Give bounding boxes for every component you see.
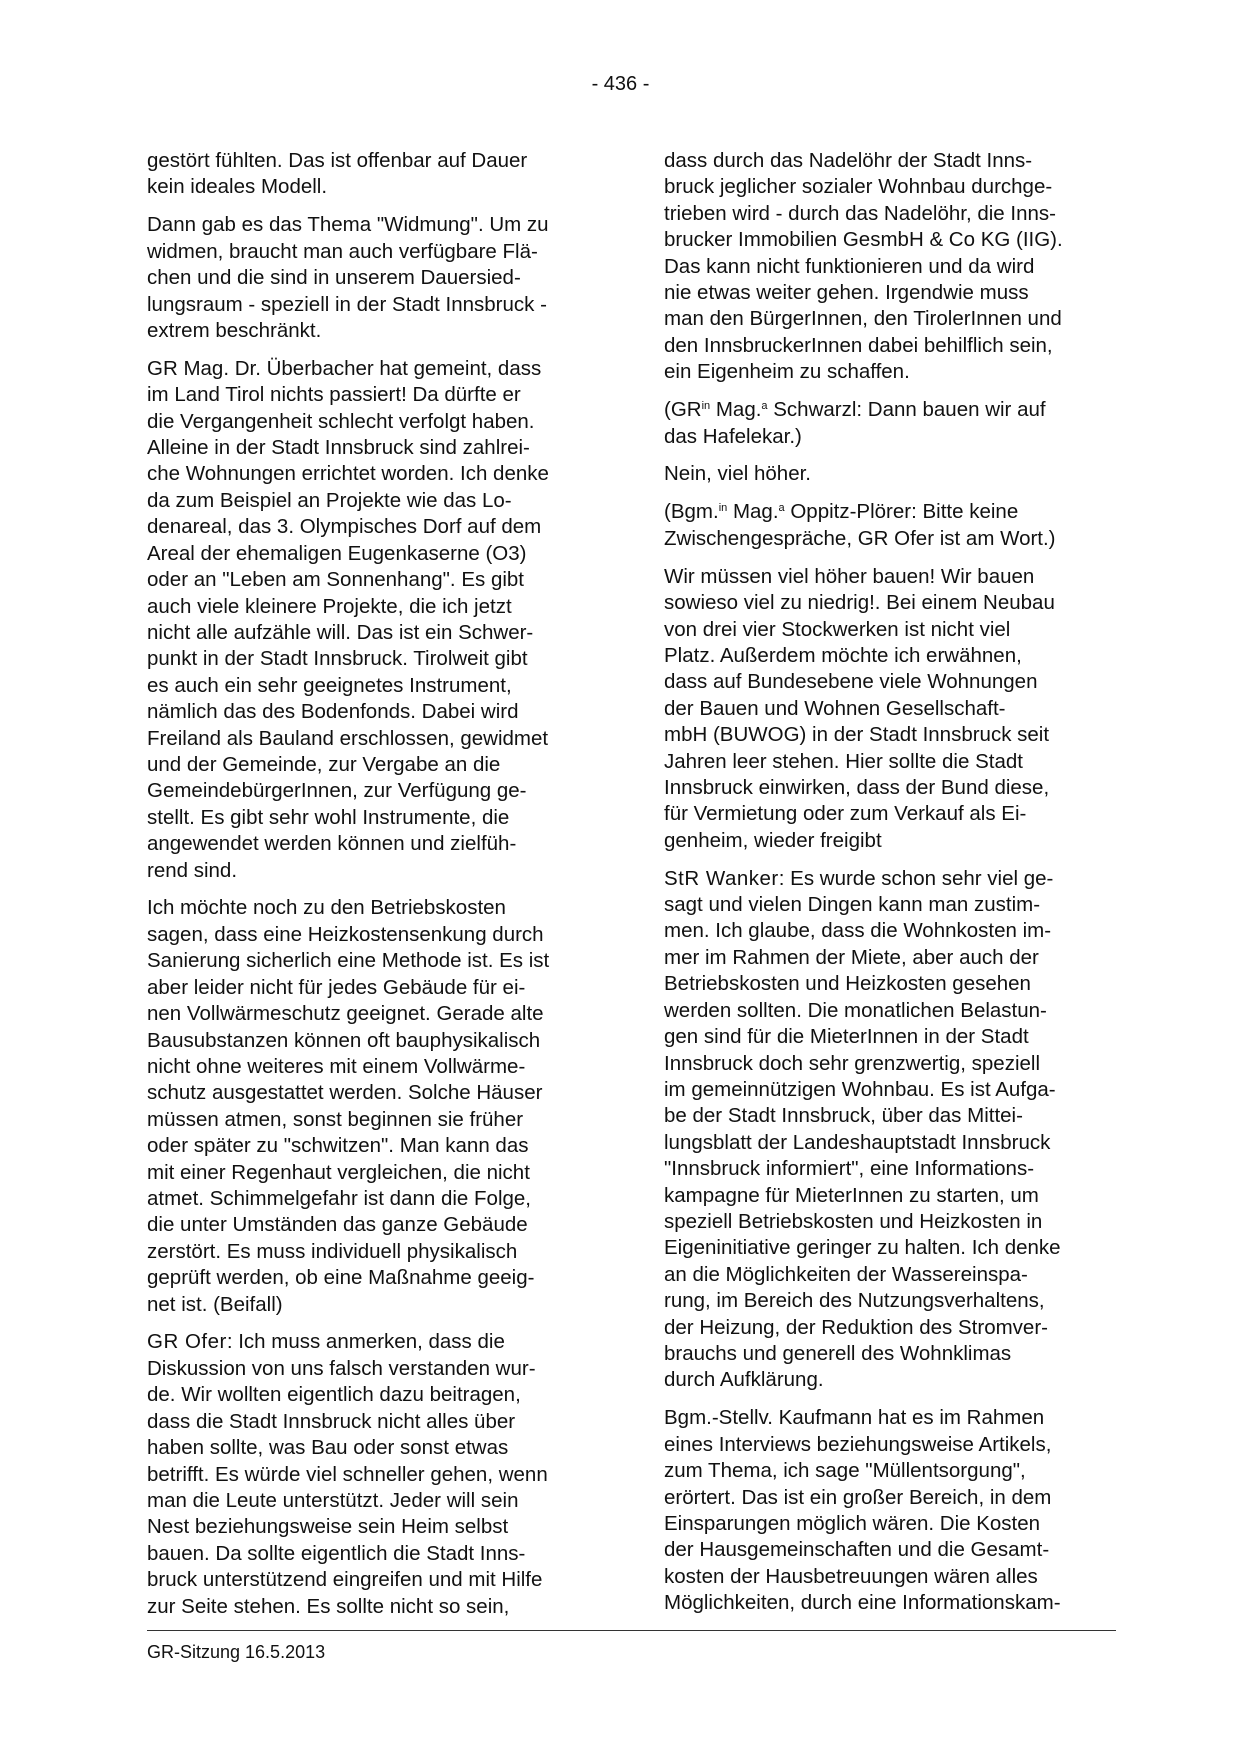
text-line: genheim, wieder freigibt: [664, 828, 882, 852]
superscript: in: [718, 502, 728, 515]
text-line: Innsbruck doch sehr grenzwertig, speziell: [664, 1051, 1041, 1075]
text-line: Innsbruck einwirken, dass der Bund diese,: [664, 775, 1050, 799]
text-line: betrifft. Es würde viel schneller gehen, wenn: [147, 1462, 548, 1486]
footer-session-date: GR-Sitzung 16.5.2013: [147, 1642, 326, 1662]
text-line: GemeindebürgerInnen, zur Verfügung ge-: [147, 779, 527, 803]
text-line: Ich möchte noch zu den Betriebskosten: [147, 896, 506, 920]
superscript: in: [701, 400, 711, 413]
text-line: ein Eigenheim zu schaffen.: [664, 360, 910, 384]
text-line: net ist. (Beifall): [147, 1292, 283, 1316]
paragraph: [664, 461, 1116, 487]
text-line: brauchs und generell des Wohnklimas: [664, 1341, 1012, 1365]
text-line: Bausubstanzen können oft bauphysikalisch: [147, 1028, 541, 1052]
text-line: müssen atmen, sonst beginnen sie früher: [147, 1107, 524, 1131]
paragraph: [664, 564, 1116, 854]
text-line: an die Möglichkeiten der Wassereinspa-: [664, 1262, 1028, 1286]
text-line: mbH (BUWOG) in der Stadt Innsbruck seit: [664, 723, 1050, 747]
interjection-text: Oppitz-Plörer: Bitte keine: [784, 500, 1019, 524]
speaker-name: StR Wanker: [664, 866, 779, 890]
text-line: Eigeninitiative geringer zu halten. Ich denke: [664, 1236, 1061, 1260]
text-line: nicht ohne weiteres mit einem Vollwärme-: [147, 1054, 526, 1078]
text-line: da zum Beispiel an Projekte wie das Lo-: [147, 488, 512, 512]
paragraph: [147, 148, 593, 201]
text-line: zerstört. Es muss individuell physikalisch: [147, 1239, 518, 1263]
text-line: zum Thema, ich sage "Müllentsorgung",: [664, 1459, 1026, 1483]
text-line: angewendet werden können und zielfüh-: [147, 832, 517, 856]
text-line: nicht alle aufzähle will. Das ist ein Schwer-: [147, 620, 534, 644]
text-line: von drei vier Stockwerken ist nicht viel: [664, 617, 1011, 641]
text-line: oder später zu "schwitzen". Man kann das: [147, 1134, 529, 1158]
text-line: Nest beziehungsweise sein Heim selbst: [147, 1515, 509, 1539]
text-line: Alleine in der Stadt Innsbruck sind zahlrei-: [147, 436, 530, 460]
text-line: gen sind für die MieterInnen in der Stadt: [664, 1025, 1029, 1049]
text-line: be der Stadt Innsbruck, über das Mittei-: [664, 1104, 1023, 1128]
interjection-text: (Bgm.: [664, 500, 719, 524]
text-line: Nein, viel höher.: [664, 462, 812, 486]
text-line: bruck unterstützend eingreifen und mit Hilfe: [147, 1568, 543, 1592]
paragraph: [664, 148, 1116, 386]
text-line: dass durch das Nadelöhr der Stadt Inns-: [664, 149, 1033, 172]
text-line: haben sollte, was Bau oder sonst etwas: [147, 1436, 509, 1460]
interjection-text: Schwarzl: Dann bauen wir auf: [767, 398, 1046, 422]
text-line: Sanierung sicherlich eine Methode ist. Es ist: [147, 949, 550, 973]
text-line: Bgm.-Stellv. Kaufmann hat es im Rahmen: [664, 1406, 1045, 1430]
text-line: die Vergangenheit schlecht verfolgt haben.: [147, 409, 535, 433]
text-line: man den BürgerInnen, den TirolerInnen und: [664, 307, 1062, 331]
text-line: die unter Umständen das ganze Gebäude: [147, 1213, 528, 1237]
paragraph: [147, 212, 593, 344]
text-line: erörtert. Das ist ein großer Bereich, in dem: [664, 1485, 1052, 1509]
text-line: oder an "Leben am Sonnenhang". Es gibt: [147, 568, 524, 592]
text-line: dass die Stadt Innsbruck nicht alles über: [147, 1409, 516, 1433]
footer-divider: [147, 1630, 1116, 1631]
text-line: "Innsbruck informiert", eine Informations-: [664, 1157, 1035, 1181]
text-line: im Land Tirol nichts passiert! Da dürfte er: [147, 383, 521, 407]
text-line: und der Gemeinde, zur Vergabe an die: [147, 752, 501, 776]
text-line: bauen. Da sollte eigentlich die Stadt Inns-: [147, 1541, 526, 1565]
text-line: gestört fühlten. Das ist offenbar auf Dauer: [147, 149, 528, 172]
interjection: [664, 499, 1116, 552]
text-line: durch Aufklärung.: [664, 1368, 824, 1392]
interjection-text: (GR: [664, 398, 702, 422]
text-line: sagen, dass eine Heizkostensenkung durch: [147, 922, 544, 946]
text-line: es auch ein sehr geeignetes Instrument,: [147, 673, 512, 697]
text-line: sowieso viel zu niedrig!. Bei einem Neubau: [664, 591, 1055, 615]
text-line: das Hafelekar.): [664, 424, 802, 448]
text-line: mit einer Regenhaut vergleichen, die nicht: [147, 1160, 530, 1184]
left-column: [147, 148, 593, 1631]
text-line: geprüft werden, ob eine Maßnahme geeig-: [147, 1266, 535, 1290]
text-line: Diskussion von uns falsch verstanden wur-: [147, 1356, 536, 1380]
text-line: nen Vollwärmeschutz geeignet. Gerade alte: [147, 1002, 544, 1026]
paragraph: [664, 866, 1116, 1394]
text-line: Möglichkeiten, durch eine Informationskam-: [664, 1591, 1061, 1615]
text-line: chen und die sind in unserem Dauersied-: [147, 266, 521, 290]
text-line: aber leider nicht für jedes Gebäude für ei-: [147, 975, 526, 999]
text-line: für Vermietung oder zum Verkauf als Ei-: [664, 802, 1027, 826]
text-line: GR Mag. Dr. Überbacher hat gemeint, dass: [147, 356, 542, 380]
text-line: kein ideales Modell.: [147, 175, 328, 199]
paragraph: [664, 1405, 1116, 1616]
text-line: de. Wir wollten eigentlich dazu beitragen,: [147, 1383, 521, 1407]
text-line: Betriebskosten und Heizkosten gesehen: [664, 972, 1031, 996]
text-line: [664, 499, 1116, 525]
text-line: Platz. Außerdem möchte ich erwähnen,: [664, 643, 1022, 667]
text-line: che Wohnungen errichtet worden. Ich denke: [147, 462, 549, 486]
text-line: atmet. Schimmelgefahr ist dann die Folge,: [147, 1186, 531, 1210]
text-line: [147, 1329, 593, 1355]
text-line: men. Ich glaube, dass die Wohnkosten im-: [664, 919, 1052, 943]
text-line: Das kann nicht funktionieren und da wird: [664, 254, 1035, 278]
text-line: lungsblatt der Landeshauptstadt Innsbruck: [664, 1130, 1051, 1154]
speech-text: : Es wurde schon sehr viel ge-: [778, 866, 1054, 890]
text-line: auch viele kleinere Projekte, die ich jetzt: [147, 594, 512, 618]
text-line: nie etwas weiter gehen. Irgendwie muss: [664, 281, 1029, 305]
text-line: den InnsbruckerInnen dabei behilflich sein,: [664, 333, 1053, 357]
text-line: der Bauen und Wohnen Gesellschaft-: [664, 696, 1006, 720]
text-line: Dann gab es das Thema "Widmung". Um zu: [147, 213, 549, 237]
text-line: widmen, braucht man auch verfügbare Flä-: [147, 239, 538, 263]
text-line: kosten der Hausbetreuungen wären alles: [664, 1564, 1038, 1588]
text-line: extrem beschränkt.: [147, 318, 322, 342]
interjection-text: Mag.: [710, 398, 762, 422]
text-line: rend sind.: [147, 858, 238, 882]
speaker-name: GR Ofer: [147, 1330, 227, 1354]
text-line: werden sollten. Die monatlichen Belastun-: [664, 998, 1047, 1022]
text-line: punkt in der Stadt Innsbruck. Tirolweit gibt: [147, 647, 528, 671]
interjection: [664, 397, 1116, 450]
text-line: trieben wird - durch das Nadelöhr, die Inns-: [664, 201, 1056, 225]
text-line: [664, 866, 1116, 892]
text-line: man die Leute unterstützt. Jeder will sein: [147, 1488, 519, 1512]
text-line: dass auf Bundesebene viele Wohnungen: [664, 670, 1038, 694]
text-line: rung, im Bereich des Nutzungsverhaltens,: [664, 1289, 1045, 1313]
page-number: - 436 -: [591, 73, 650, 95]
text-line: mer im Rahmen der Miete, aber auch der: [664, 945, 1039, 969]
text-line: sagt und vielen Dingen kann man zustim-: [664, 893, 1041, 917]
text-line: im gemeinnützigen Wohnbau. Es ist Aufga-: [664, 1077, 1056, 1101]
speech-text: : Ich muss anmerken, dass die: [226, 1330, 505, 1354]
text-line: stellt. Es gibt sehr wohl Instrumente, die: [147, 805, 510, 829]
text-line: Freiland als Bauland erschlossen, gewidmet: [147, 726, 549, 750]
text-line: zur Seite stehen. Es sollte nicht so sein,: [147, 1594, 510, 1618]
text-line: schutz ausgestattet werden. Solche Häuser: [147, 1081, 543, 1105]
text-line: Jahren leer stehen. Hier sollte die Stadt: [664, 749, 1023, 773]
text-line: nämlich das des Bodenfonds. Dabei wird: [147, 700, 519, 724]
text-line: speziell Betriebskosten und Heizkosten in: [664, 1209, 1043, 1233]
text-line: denareal, das 3. Olympisches Dorf auf dem: [147, 515, 542, 539]
paragraph: [147, 895, 593, 1318]
text-line: kampagne für MieterInnen zu starten, um: [664, 1183, 1039, 1207]
text-line: Wir müssen viel höher bauen! Wir bauen: [664, 564, 1035, 588]
text-line: Zwischengespräche, GR Ofer ist am Wort.): [664, 526, 1056, 550]
right-column: [664, 148, 1116, 1628]
text-line: lungsraum - speziell in der Stadt Innsbruck -: [147, 292, 547, 316]
interjection-text: Mag.: [727, 500, 779, 524]
text-line: der Hausgemeinschaften und die Gesamt-: [664, 1538, 1050, 1562]
text-line: Einsparungen möglich wären. Die Kosten: [664, 1511, 1041, 1535]
paragraph: [147, 1329, 593, 1619]
text-line: Areal der ehemaligen Eugenkaserne (O3): [147, 541, 527, 565]
text-line: brucker Immobilien GesmbH & Co KG (IIG).: [664, 228, 1063, 252]
text-line: bruck jeglicher sozialer Wohnbau durchge-: [664, 175, 1053, 199]
paragraph: [147, 356, 593, 884]
text-line: eines Interviews beziehungsweise Artikels,: [664, 1432, 1052, 1456]
superscript: a: [778, 502, 785, 515]
text-line: [664, 397, 1116, 423]
superscript: a: [761, 400, 768, 413]
text-line: der Heizung, der Reduktion des Stromver-: [664, 1315, 1048, 1339]
